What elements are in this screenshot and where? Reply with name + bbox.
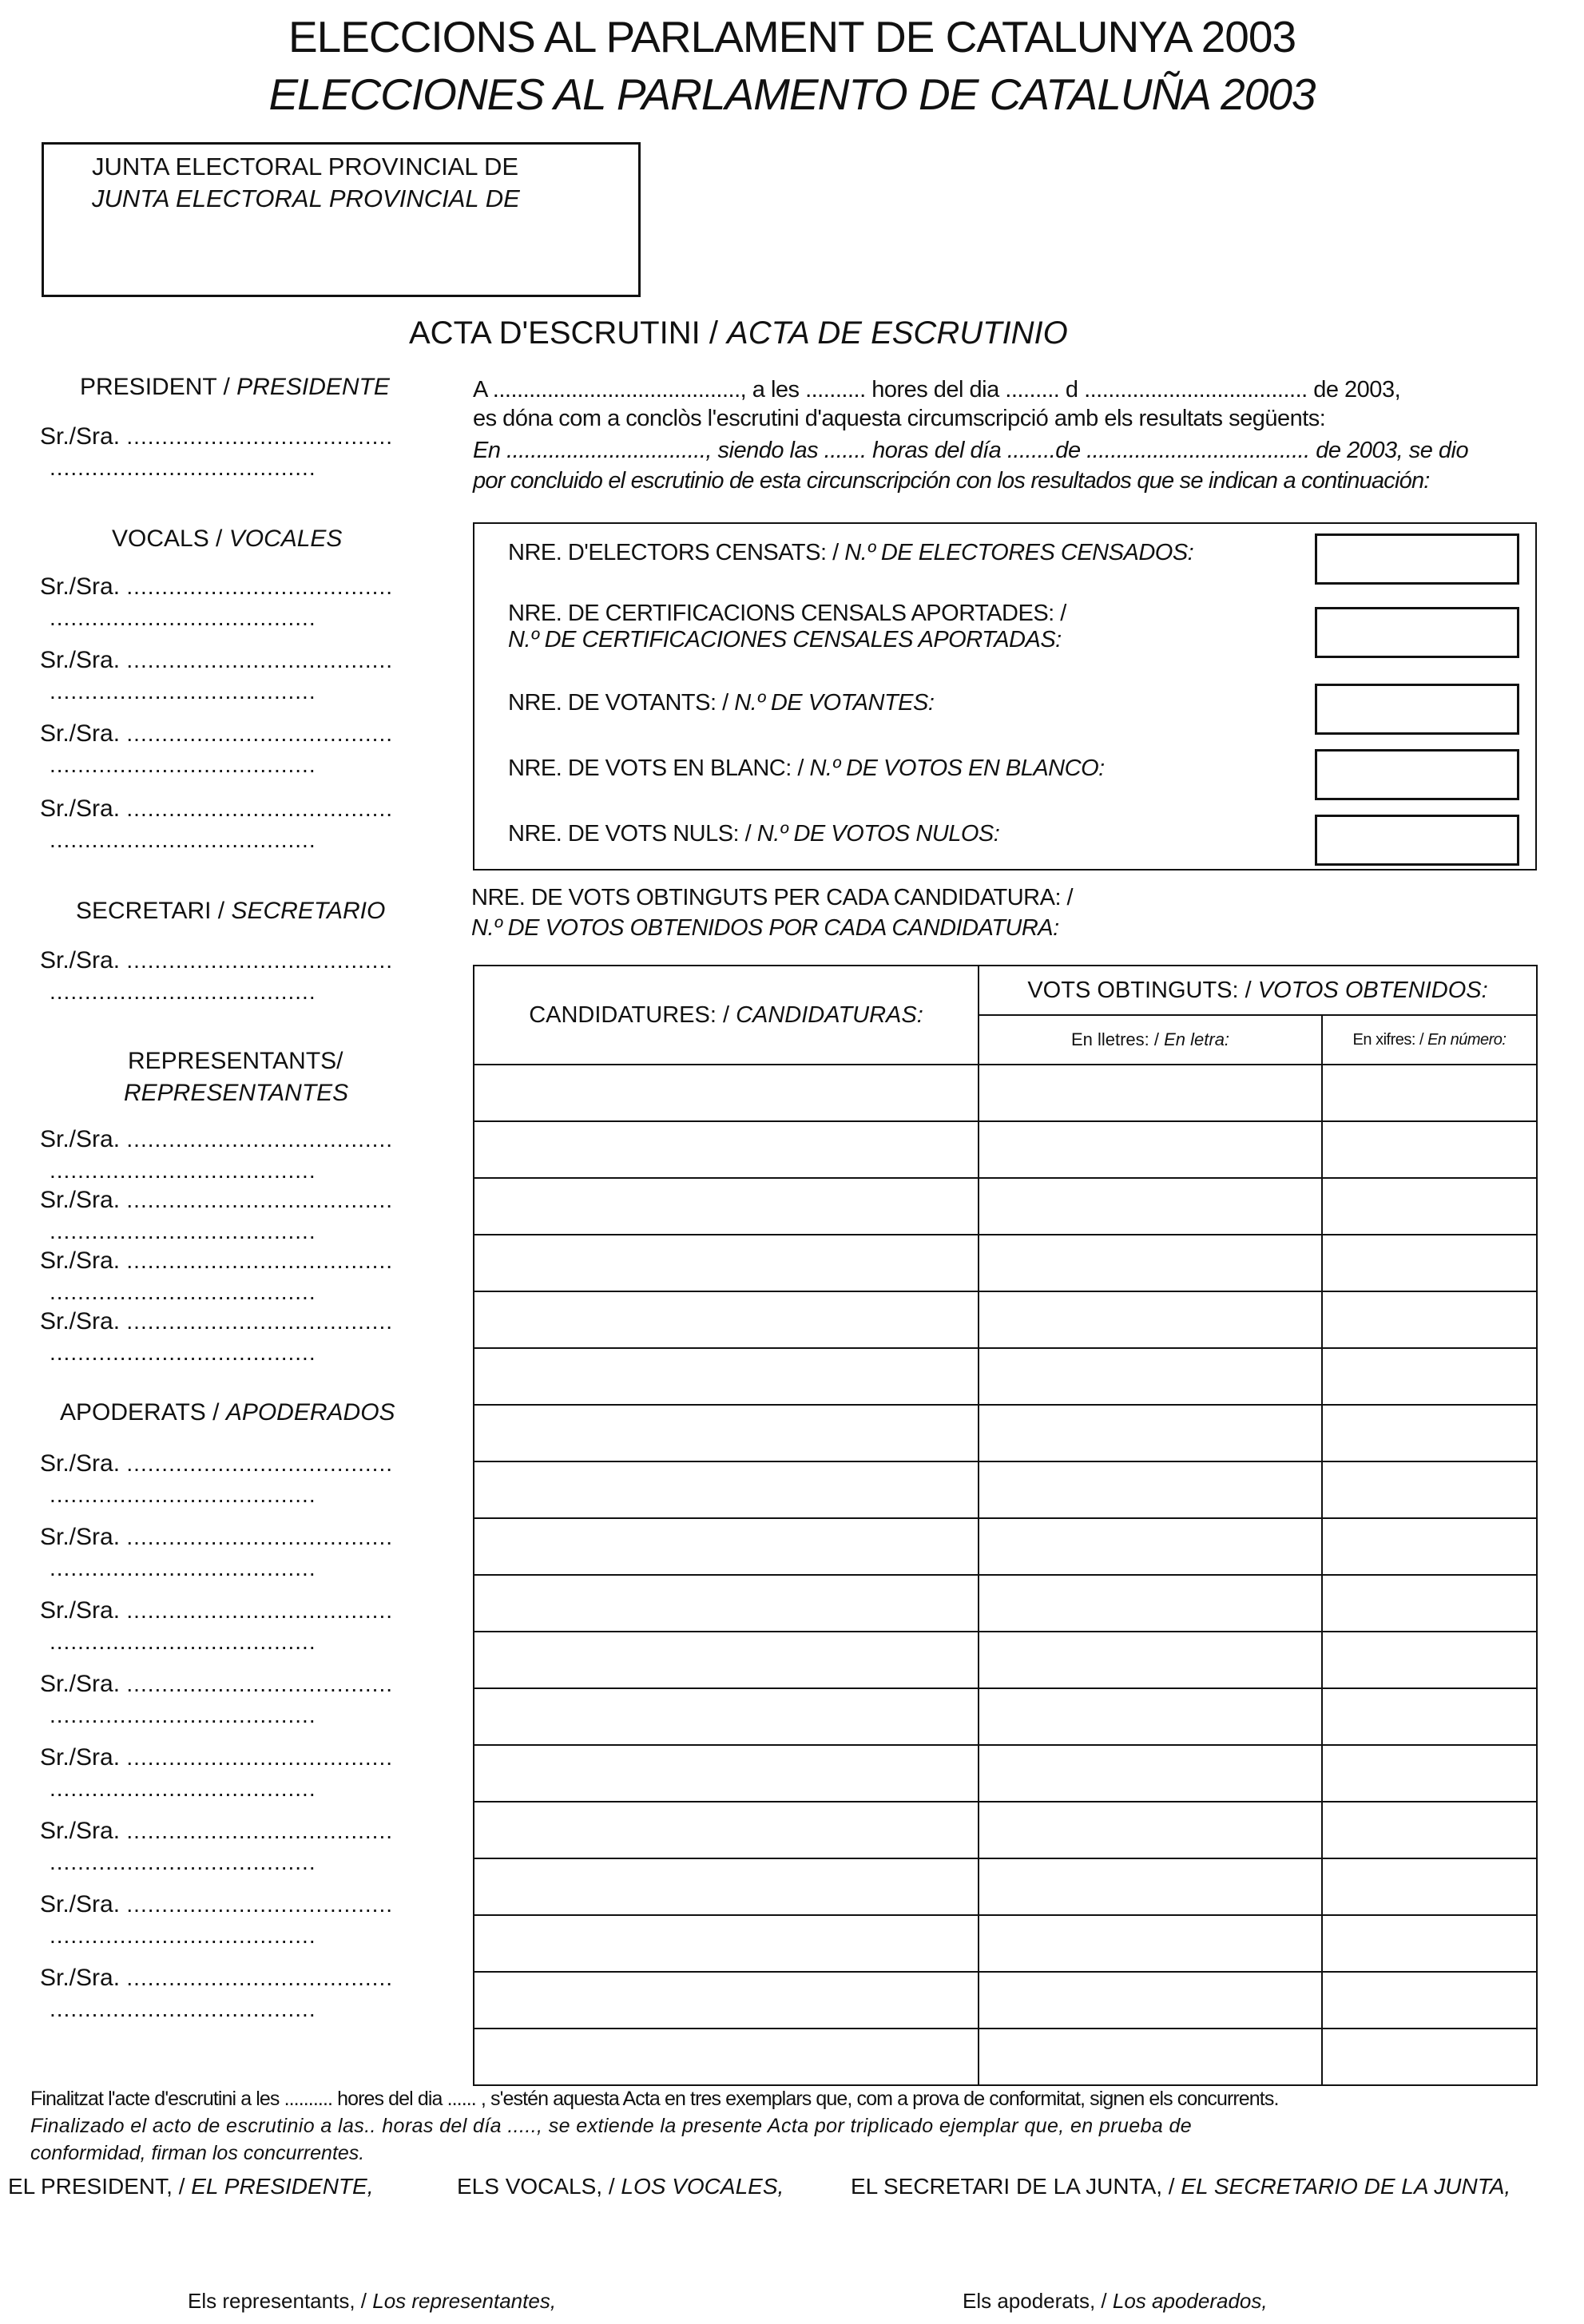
junta-label-es: JUNTA ELECTORAL PROVINCIAL DE: [92, 184, 520, 212]
candidature-cell[interactable]: [474, 2029, 979, 2085]
candidature-cell[interactable]: [474, 1518, 979, 1575]
signatory-prefix: Sr./Sra.: [40, 1450, 121, 1477]
votes-heading-ca: NRE. DE VOTS OBTINGUTS PER CADA CANDIDATURA: /: [471, 885, 1074, 910]
signatory-prefix: Sr./Sra.: [40, 1744, 121, 1771]
table-row: [474, 1461, 1537, 1518]
signatory-prefix: Sr./Sra.: [40, 1818, 121, 1844]
signatory-line: [40, 423, 393, 450]
signatory-dots-second-line: ......................................: [50, 1482, 316, 1507]
signatory-line: [40, 947, 393, 974]
signatory-dots-second-line: ......................................: [50, 752, 316, 777]
votes-letters-cell[interactable]: [979, 1121, 1322, 1178]
votes-heading-es: N.º DE VOTOS OBTENIDOS POR CADA CANDIDATURA:: [471, 915, 1059, 941]
count-input-2[interactable]: [1315, 607, 1519, 658]
votes-letters-cell[interactable]: [979, 1858, 1322, 1915]
signatory-dots: ......................................: [126, 1892, 394, 1917]
votes-figures-cell[interactable]: [1322, 1235, 1537, 1291]
signatory-prefix: Sr./Sra.: [40, 1671, 121, 1697]
votes-figures-cell[interactable]: [1322, 1745, 1537, 1802]
signatory-dots-second-line: ......................................: [50, 1219, 316, 1243]
signatory-prefix: Sr./Sra.: [40, 423, 121, 450]
signatory-line: [40, 1247, 393, 1275]
signatory-prefix: Sr./Sra.: [40, 1187, 121, 1213]
votes-letters-cell[interactable]: [979, 1405, 1322, 1461]
votes-figures-cell[interactable]: [1322, 1575, 1537, 1632]
signatory-dots-second-line: ......................................: [50, 1850, 316, 1874]
table-row: [474, 1632, 1537, 1688]
votes-figures-cell[interactable]: [1322, 1348, 1537, 1405]
title-spanish: ELECCIONES AL PARLAMENTO DE CATALUÑA 2003: [268, 69, 1316, 119]
signatory-line: [40, 1891, 393, 1918]
acta-title-ca: ACTA D'ESCRUTINI /: [409, 315, 728, 351]
table-row: [474, 2029, 1537, 2085]
signatory-dots: ......................................: [126, 1672, 394, 1696]
count-label-4: NRE. DE VOTS EN BLANC: / N.º DE VOTOS EN BLANCO:: [508, 755, 1105, 781]
votes-figures-cell[interactable]: [1322, 2029, 1537, 2085]
candidature-cell[interactable]: [474, 1235, 979, 1291]
table-row: [474, 1178, 1537, 1235]
count-input-3[interactable]: [1315, 684, 1519, 735]
votes-figures-cell[interactable]: [1322, 1632, 1537, 1688]
signatory-line: [40, 1126, 393, 1153]
signatory-dots: ......................................: [126, 648, 394, 672]
footer-line-2: Finalizado el acto de escrutinio a las.. horas del día ....., se extiende la presente Acta por triplicado ejemplar que, en prueba de: [30, 2115, 1193, 2137]
table-row: [474, 1065, 1537, 1121]
candidature-cell[interactable]: [474, 1858, 979, 1915]
signatory-dots: ......................................: [126, 1309, 394, 1334]
signatory-line: [40, 1187, 393, 1214]
count-input-4[interactable]: [1315, 749, 1519, 800]
votes-figures-cell[interactable]: [1322, 1065, 1537, 1121]
signatory-line: [40, 1524, 393, 1551]
table-row: [474, 1291, 1537, 1348]
candidatures-header: CANDIDATURES: / CANDIDATURAS:: [474, 966, 979, 1065]
in-figures-header: En xifres: / En número:: [1322, 1015, 1537, 1065]
votes-figures-cell[interactable]: [1322, 1688, 1537, 1745]
table-row: [474, 1915, 1537, 1972]
signatory-dots-second-line: ......................................: [50, 827, 316, 852]
candidature-cell[interactable]: [474, 1461, 979, 1518]
count-input-5[interactable]: [1315, 815, 1519, 866]
sign-secretari: EL SECRETARI DE LA JUNTA, / EL SECRETARIO DE LA JUNTA,: [851, 2174, 1511, 2199]
count-label-5: NRE. DE VOTS NULS: / N.º DE VOTOS NULOS:: [508, 821, 1000, 847]
signatory-prefix: Sr./Sra.: [40, 947, 121, 974]
signatory-prefix: Sr./Sra.: [40, 1597, 121, 1624]
signatory-dots: ......................................: [126, 1745, 394, 1770]
candidature-cell[interactable]: [474, 1575, 979, 1632]
signatory-line: [40, 720, 393, 748]
signatory-dots: ......................................: [126, 721, 394, 746]
table-row: [474, 1745, 1537, 1802]
votes-letters-cell[interactable]: [979, 1518, 1322, 1575]
candidature-cell[interactable]: [474, 1688, 979, 1745]
votes-letters-cell[interactable]: [979, 1688, 1322, 1745]
count-label-1: NRE. D'ELECTORS CENSATS: / N.º DE ELECTORES CENSADOS:: [508, 540, 1194, 565]
signatory-dots-second-line: ......................................: [50, 1776, 316, 1801]
votes-obtained-header: VOTS OBTINGUTS: / VOTOS OBTENIDOS:: [979, 966, 1537, 1015]
signatory-prefix: Sr./Sra.: [40, 1308, 121, 1335]
signatory-dots-second-line: ......................................: [50, 1629, 316, 1654]
president-heading: PRESIDENT / PRESIDENTE: [80, 374, 390, 400]
secretari-heading: SECRETARI / SECRETARIO: [76, 898, 386, 924]
candidature-cell[interactable]: [474, 1178, 979, 1235]
signatory-dots: ......................................: [126, 1188, 394, 1212]
signatory-line: [40, 1818, 393, 1845]
footer-line-1: Finalitzat l'acte d'escrutini a les .......... hores del dia ...... , s'estén aquesta Acta en tres exemplars que, com a prova de conformitat, signen els concurrents.: [30, 2088, 1279, 2110]
votes-letters-cell[interactable]: [979, 1632, 1322, 1688]
signatory-dots: ......................................: [126, 948, 394, 973]
footer-line-3: conformidad, firman los concurrentes.: [30, 2142, 365, 2164]
votes-figures-cell[interactable]: [1322, 1915, 1537, 1972]
signatory-line: [40, 1744, 393, 1771]
junta-box: [42, 142, 641, 297]
signatory-line: [40, 1450, 393, 1477]
signatory-line: [40, 1308, 393, 1335]
votes-figures-cell[interactable]: [1322, 1518, 1537, 1575]
signatory-dots-second-line: ......................................: [50, 1923, 316, 1948]
sign-president: EL PRESIDENT, / EL PRESIDENTE,: [8, 2174, 374, 2199]
table-row: [474, 1575, 1537, 1632]
signatory-dots: ......................................: [126, 796, 394, 821]
candidature-cell[interactable]: [474, 1291, 979, 1348]
signatory-line: [40, 1671, 393, 1698]
signatory-prefix: Sr./Sra.: [40, 1524, 121, 1550]
votes-figures-cell[interactable]: [1322, 1802, 1537, 1858]
table-row: [474, 1688, 1537, 1745]
sign-representants: Els representants, / Los representantes,: [188, 2289, 557, 2313]
votes-letters-cell[interactable]: [979, 1291, 1322, 1348]
title-catalan: ELECCIONS AL PARLAMENT DE CATALUNYA 2003: [288, 12, 1296, 61]
candidature-cell[interactable]: [474, 1972, 979, 2029]
votes-letters-cell[interactable]: [979, 1802, 1322, 1858]
votes-letters-cell[interactable]: [979, 1178, 1322, 1235]
sign-apoderats: Els apoderats, / Los apoderados,: [963, 2289, 1268, 2313]
signatory-dots-second-line: ......................................: [50, 679, 316, 704]
signatory-line: [40, 1597, 393, 1624]
count-label-2: NRE. DE CERTIFICACIONS CENSALS APORTADES: / N.º DE CERTIFICACIONES CENSALES APORTADAS:: [508, 601, 1066, 652]
votes-letters-cell[interactable]: [979, 1915, 1322, 1972]
count-label-3: NRE. DE VOTANTS: / N.º DE VOTANTES:: [508, 690, 935, 716]
signatory-prefix: Sr./Sra.: [40, 1965, 121, 1991]
intro-line-4: por concluido el escrutinio de esta circunscripción con los resultados que se indican a continuación:: [473, 468, 1430, 494]
signatory-prefix: Sr./Sra.: [40, 573, 121, 600]
votes-letters-cell[interactable]: [979, 1461, 1322, 1518]
signatory-dots: ......................................: [126, 1818, 394, 1843]
votes-figures-cell[interactable]: [1322, 1461, 1537, 1518]
votes-figures-cell[interactable]: [1322, 1291, 1537, 1348]
intro-line-1: A ........................................., a les .......... hores del dia ......... d ..................................... de 2003,: [473, 377, 1401, 403]
candidature-cell[interactable]: [474, 1405, 979, 1461]
signatory-dots-second-line: ......................................: [50, 1340, 316, 1365]
representants-heading-ca: REPRESENTANTS/: [128, 1048, 343, 1074]
signatory-prefix: Sr./Sra.: [40, 1126, 121, 1152]
signatory-prefix: Sr./Sra.: [40, 720, 121, 747]
candidature-cell[interactable]: [474, 1121, 979, 1178]
signatory-dots: ......................................: [126, 424, 394, 449]
table-row: [474, 1235, 1537, 1291]
signatory-dots-second-line: ......................................: [50, 455, 316, 480]
counts-box: [473, 522, 1537, 871]
intro-line-3: En ................................., siendo las ....... horas del día ........de ..................................... de 2003, se dio: [473, 438, 1469, 463]
signatory-dots: ......................................: [126, 1127, 394, 1152]
signatory-dots-second-line: ......................................: [50, 1158, 316, 1183]
signatory-line: [40, 1965, 393, 1992]
representants-heading-es: REPRESENTANTES: [124, 1080, 349, 1106]
intro-line-2: es dóna com a conclòs l'escrutini d'aquesta circumscripció amb els resultats següents:: [473, 406, 1326, 431]
signatory-dots: ......................................: [126, 1965, 394, 1990]
count-input-1[interactable]: [1315, 533, 1519, 585]
table-row: [474, 1348, 1537, 1405]
votes-figures-cell[interactable]: [1322, 1972, 1537, 2029]
votes-figures-cell[interactable]: [1322, 1405, 1537, 1461]
candidature-cell[interactable]: [474, 1348, 979, 1405]
candidature-cell[interactable]: [474, 1745, 979, 1802]
candidature-cell[interactable]: [474, 1802, 979, 1858]
votes-figures-cell[interactable]: [1322, 1858, 1537, 1915]
votes-letters-cell[interactable]: [979, 1575, 1322, 1632]
candidature-cell[interactable]: [474, 1915, 979, 1972]
votes-letters-cell[interactable]: [979, 1065, 1322, 1121]
signatory-line: [40, 795, 393, 823]
acta-title-es: ACTA DE ESCRUTINIO: [727, 315, 1068, 351]
sign-vocals: ELS VOCALS, / LOS VOCALES,: [457, 2174, 784, 2199]
signatory-prefix: Sr./Sra.: [40, 795, 121, 822]
votes-figures-cell[interactable]: [1322, 1178, 1537, 1235]
apoderats-heading: APODERATS / APODERADOS: [60, 1399, 395, 1426]
in-letters-header: En lletres: / En letra:: [979, 1015, 1322, 1065]
table-row: [474, 1518, 1537, 1575]
signatory-dots-second-line: ......................................: [50, 1556, 316, 1580]
results-table: [473, 965, 1538, 2086]
signatory-dots: ......................................: [126, 1598, 394, 1623]
candidature-cell[interactable]: [474, 1632, 979, 1688]
signatory-line: [40, 647, 393, 674]
signatory-dots-second-line: ......................................: [50, 1997, 316, 2021]
signatory-dots-second-line: ......................................: [50, 1279, 316, 1304]
signatory-dots-second-line: ......................................: [50, 979, 316, 1004]
signatory-dots: ......................................: [126, 1451, 394, 1476]
acta-title: [409, 315, 1068, 351]
signatory-dots-second-line: ......................................: [50, 605, 316, 630]
signatory-dots: ......................................: [126, 1248, 394, 1273]
signatory-prefix: Sr./Sra.: [40, 1247, 121, 1274]
votes-letters-cell[interactable]: [979, 2029, 1322, 2085]
votes-letters-cell[interactable]: [979, 1972, 1322, 2029]
signatory-line: [40, 573, 393, 601]
table-row: [474, 1858, 1537, 1915]
junta-label-ca: JUNTA ELECTORAL PROVINCIAL DE: [92, 153, 519, 180]
signatory-dots: ......................................: [126, 574, 394, 599]
votes-letters-cell[interactable]: [979, 1348, 1322, 1405]
signatory-prefix: Sr./Sra.: [40, 1891, 121, 1917]
signatory-dots: ......................................: [126, 1525, 394, 1549]
table-row: [474, 1972, 1537, 2029]
table-row: [474, 1802, 1537, 1858]
table-row: [474, 1121, 1537, 1178]
candidature-cell[interactable]: [474, 1065, 979, 1121]
signatory-prefix: Sr./Sra.: [40, 647, 121, 673]
table-row: [474, 1405, 1537, 1461]
votes-letters-cell[interactable]: [979, 1235, 1322, 1291]
votes-letters-cell[interactable]: [979, 1745, 1322, 1802]
vocals-heading: VOCALS / VOCALES: [112, 525, 343, 552]
votes-figures-cell[interactable]: [1322, 1121, 1537, 1178]
signatory-dots-second-line: ......................................: [50, 1703, 316, 1727]
